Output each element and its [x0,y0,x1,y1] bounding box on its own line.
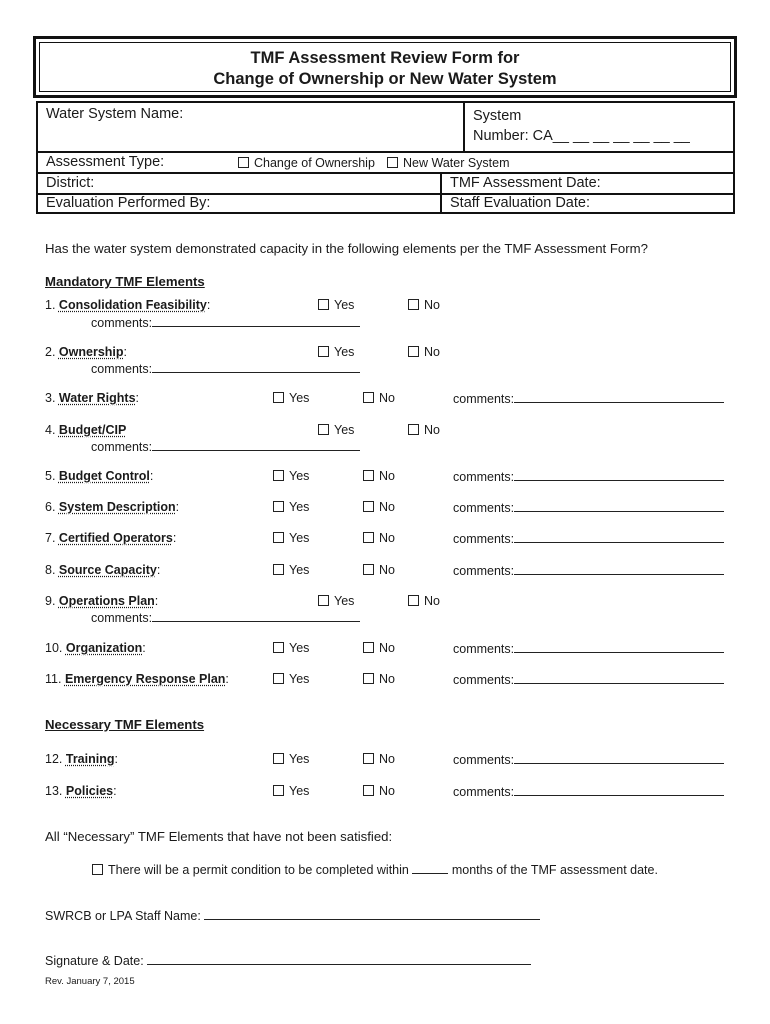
comments-line[interactable] [514,531,724,543]
staff-name-label: SWRCB or LPA Staff Name: [45,909,201,923]
element-label [45,641,146,655]
comments-line[interactable] [514,641,724,653]
comments-field[interactable] [453,469,724,484]
no-option[interactable] [408,298,440,312]
element-label [45,531,176,545]
water-system-name-label: Water System Name: [46,106,184,122]
comments-line[interactable] [514,469,724,481]
yes-label: Yes [334,345,355,359]
comments-field[interactable] [91,439,360,454]
checkbox-icon[interactable] [238,157,249,168]
tmf-assessment-date-field[interactable] [442,175,735,191]
yes-option[interactable] [318,423,354,437]
yes-label: Yes [289,391,310,405]
no-label: No [379,469,395,483]
checkbox-icon[interactable] [273,501,284,512]
yes-label: Yes [334,298,355,312]
element-name: Training [65,752,115,766]
form-title-box [33,36,737,98]
staff-name-line[interactable] [204,908,540,920]
signature-label: Signature & Date: [45,954,144,968]
comments-field[interactable] [453,500,724,515]
staff-evaluation-date-label: Staff Evaluation Date: [450,195,590,211]
comments-label: comments: [453,564,515,578]
capacity-question: Has the water system demonstrated capacity in the following elements per the TMF Assessment Form? [45,241,648,256]
checkbox-icon[interactable] [318,424,329,435]
mandatory-elements-heading: Mandatory TMF Elements [45,274,205,289]
system-number-label1: System [473,108,522,124]
checkbox-icon[interactable] [273,673,284,684]
element-label [45,500,179,514]
element-number: 10. [45,641,63,655]
element-name: Source Capacity [58,563,157,577]
element-number: 7. [45,531,56,545]
comments-label: comments: [453,785,515,799]
checkbox-icon[interactable] [273,642,284,653]
no-option[interactable] [363,391,395,405]
no-label: No [379,531,395,545]
checkbox-icon[interactable] [363,785,374,796]
checkbox-icon[interactable] [363,470,374,481]
comments-line[interactable] [514,391,724,403]
no-label: No [379,563,395,577]
tmf-element-row [0,641,770,659]
no-option[interactable] [363,672,395,686]
new-water-system-option[interactable] [387,156,510,170]
comments-field[interactable] [453,391,724,406]
comments-field[interactable] [453,672,724,687]
no-label: No [379,641,395,655]
element-number: 9. [45,594,56,608]
yes-option[interactable] [273,563,309,577]
yes-option[interactable] [273,784,309,798]
no-option[interactable] [363,563,395,577]
element-number: 8. [45,563,56,577]
yes-option[interactable] [273,391,309,405]
necessary-elements-heading: Necessary TMF Elements [45,717,205,732]
no-label: No [424,594,440,608]
checkbox-icon[interactable] [318,595,329,606]
evaluation-performed-by-field[interactable] [38,195,440,211]
no-label: No [379,391,395,405]
district-field[interactable] [38,175,440,191]
checkbox-icon[interactable] [318,299,329,310]
no-option[interactable] [363,752,395,766]
tmf-element-row [0,500,770,518]
evaluation-performed-by-label: Evaluation Performed By: [46,195,211,211]
revision-date: Rev. January 7, 2015 [45,976,135,987]
element-number: 4. [45,423,56,437]
element-label [45,594,158,608]
element-suffix: : [142,641,146,655]
staff-evaluation-date-field[interactable] [442,195,735,211]
tmf-element-row [0,391,770,409]
element-label [45,469,153,483]
yes-label: Yes [289,531,310,545]
comments-label: comments: [453,501,515,515]
element-label [45,298,210,312]
yes-label: Yes [334,423,355,437]
signature-field[interactable] [45,953,531,968]
comments-line[interactable] [514,563,724,575]
yes-option[interactable] [318,345,354,359]
checkbox-icon[interactable] [273,532,284,543]
yes-option[interactable] [318,594,354,608]
checkbox-icon[interactable] [363,753,374,764]
checkbox-icon[interactable] [363,501,374,512]
checkbox-icon[interactable] [387,157,398,168]
comments-field[interactable] [453,784,724,799]
element-suffix: : [225,672,229,686]
checkbox-icon[interactable] [408,299,419,310]
element-label [45,752,118,766]
comments-field[interactable] [91,610,360,625]
checkbox-icon[interactable] [318,346,329,357]
checkbox-icon[interactable] [363,392,374,403]
element-number: 2. [45,345,56,359]
comments-label: comments: [91,611,153,625]
checkbox-icon[interactable] [363,564,374,575]
not-satisfied-note: All “Necessary” TMF Elements that have not been satisfied: [45,829,393,844]
comments-label: comments: [91,316,153,330]
comments-line[interactable] [152,361,360,373]
signature-line[interactable] [147,953,531,965]
no-option[interactable] [363,469,395,483]
comments-label: comments: [453,532,515,546]
checkbox-icon[interactable] [273,392,284,403]
no-label: No [379,784,395,798]
comments-field[interactable] [453,531,724,546]
tmf-element-row [0,672,770,690]
comments-line[interactable] [514,784,724,796]
water-system-name-field[interactable] [38,106,463,122]
yes-label: Yes [289,752,310,766]
comments-label: comments: [453,470,515,484]
element-number: 5. [45,469,56,483]
element-number: 6. [45,500,56,514]
yes-label: Yes [289,641,310,655]
permit-text-before: There will be a permit condition to be completed within [108,863,409,877]
element-suffix: : [113,784,117,798]
element-name: Emergency Response Plan [64,672,226,686]
checkbox-icon[interactable] [273,564,284,575]
element-label [45,391,139,405]
checkbox-icon[interactable] [273,785,284,796]
element-name: Budget Control [58,469,150,483]
comments-label: comments: [453,673,515,687]
comments-label: comments: [91,362,153,376]
comments-label: comments: [453,642,515,656]
element-suffix: : [135,391,140,405]
no-label: No [379,500,395,514]
yes-option[interactable] [273,469,309,483]
assessment-type-row [38,154,737,170]
yes-option[interactable] [273,500,309,514]
checkbox-icon[interactable] [363,642,374,653]
yes-label: Yes [289,672,310,686]
system-info-table [36,101,735,214]
tmf-element-row [0,752,770,770]
comments-field[interactable] [91,315,360,330]
element-name: Water Rights [58,391,136,405]
comments-line[interactable] [152,610,360,622]
element-suffix: : [206,298,211,312]
element-name: Consolidation Feasibility [58,298,207,312]
no-label: No [379,752,395,766]
yes-option[interactable] [273,641,309,655]
yes-label: Yes [289,563,310,577]
element-label [45,345,127,359]
checkbox-icon[interactable] [363,673,374,684]
element-name: System Description [58,500,176,514]
yes-option[interactable] [273,752,309,766]
comments-label: comments: [453,753,515,767]
element-name: Operations Plan [58,594,155,608]
checkbox-icon[interactable] [363,532,374,543]
element-suffix: : [149,469,154,483]
yes-label: Yes [334,594,355,608]
element-suffix: : [154,594,159,608]
element-suffix: : [175,500,180,514]
yes-option[interactable] [318,298,354,312]
new-water-system-label: New Water System [403,156,510,170]
form-title-line2: Change of Ownership or New Water System [213,70,557,88]
no-label: No [424,345,440,359]
no-label: No [424,298,440,312]
element-name: Ownership [58,345,124,359]
element-label [45,563,160,577]
no-option[interactable] [363,641,395,655]
district-label: District: [46,175,95,191]
element-label [45,784,117,798]
system-number-label2: Number: CA [473,128,553,144]
element-number: 3. [45,391,56,405]
divider [38,151,733,153]
system-number-blanks: __ __ __ __ __ __ __ [552,128,690,144]
no-option[interactable] [363,531,395,545]
tmf-element-row [0,784,770,802]
element-number: 11. [45,672,62,686]
comments-field[interactable] [453,563,724,578]
form-title-line1: TMF Assessment Review Form for [250,49,520,67]
tmf-element-row [0,531,770,549]
no-option[interactable] [363,500,395,514]
element-name: Budget/CIP [58,423,127,437]
checkbox-icon[interactable] [408,595,419,606]
tmf-element-row [0,563,770,581]
element-number: 1. [45,298,56,312]
tmf-assessment-date-label: TMF Assessment Date: [450,175,601,191]
no-option[interactable] [408,594,440,608]
comments-line[interactable] [514,672,724,684]
change-of-ownership-label: Change of Ownership [254,156,375,170]
no-option[interactable] [408,423,440,437]
no-label: No [424,423,440,437]
element-suffix: : [156,563,161,577]
no-option[interactable] [363,784,395,798]
divider [38,172,733,174]
comments-line[interactable] [152,315,360,327]
checkbox-icon[interactable] [273,753,284,764]
permit-text-after: months of the TMF assessment date. [451,863,658,877]
tmf-element-row [0,469,770,487]
assessment-type-label: Assessment Type: [46,154,165,170]
element-label [45,672,229,686]
yes-label: Yes [289,469,310,483]
comments-label: comments: [453,392,515,406]
yes-label: Yes [289,500,310,514]
element-suffix: : [172,531,177,545]
comments-field[interactable] [453,752,724,767]
element-label [45,423,126,437]
comments-label: comments: [91,440,153,454]
yes-option[interactable] [273,531,309,545]
no-label: No [379,672,395,686]
element-name: Organization [65,641,143,655]
checkbox-icon[interactable] [273,470,284,481]
element-name: Policies [65,784,114,798]
element-number: 12. [45,752,63,766]
staff-name-field[interactable] [45,908,540,923]
element-suffix: : [123,345,127,359]
checkbox-icon[interactable] [408,346,419,357]
comments-field[interactable] [453,641,724,656]
tmf-element-row [0,298,770,316]
element-name: Certified Operators [58,531,173,545]
months-blank[interactable] [412,862,448,874]
no-option[interactable] [408,345,440,359]
permit-condition-option[interactable] [92,862,658,877]
form-title-inner [39,42,731,92]
comments-line[interactable] [514,752,724,764]
checkbox-icon[interactable] [408,424,419,435]
comments-line[interactable] [152,439,360,451]
system-number-field[interactable] [465,106,735,146]
comments-line[interactable] [514,500,724,512]
yes-option[interactable] [273,672,309,686]
comments-field[interactable] [91,361,360,376]
element-suffix: : [114,752,118,766]
change-of-ownership-option[interactable] [238,156,375,170]
yes-label: Yes [289,784,310,798]
checkbox-icon[interactable] [92,864,103,875]
element-number: 13. [45,784,63,798]
